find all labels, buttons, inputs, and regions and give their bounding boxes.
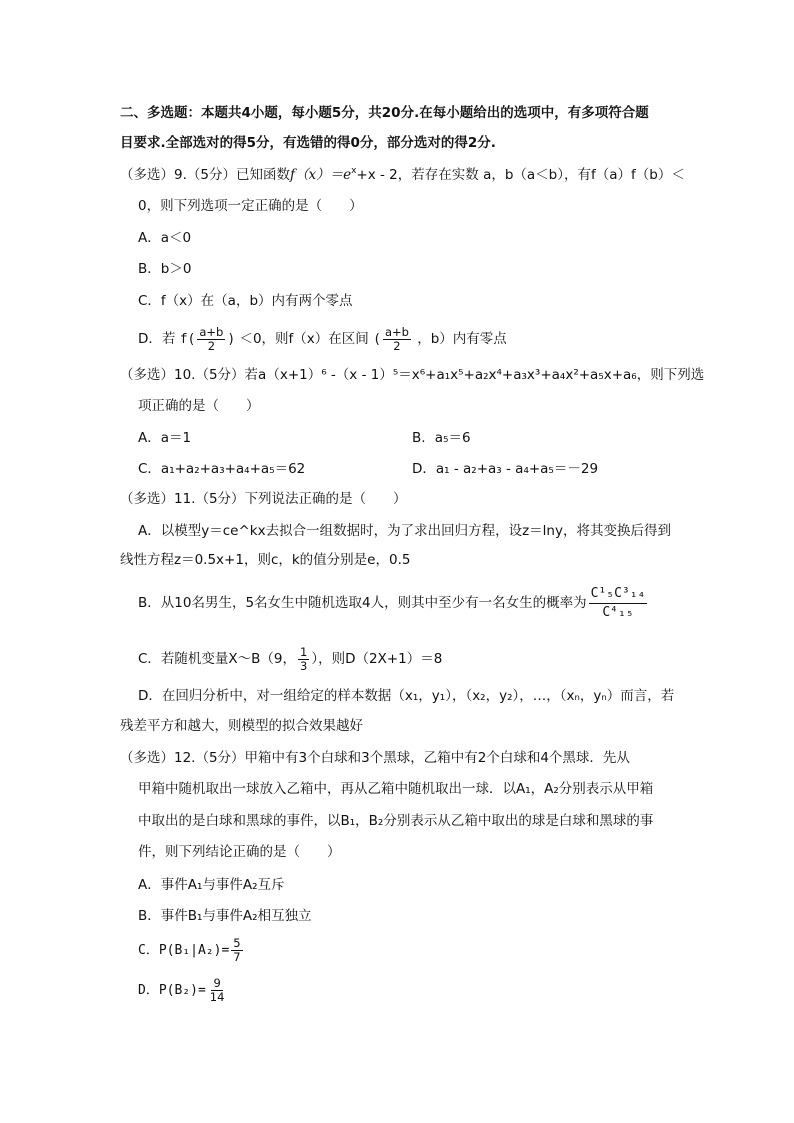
frac-numerator: C¹₅C³₁₄ [589, 585, 648, 604]
q9-option-d-pre: D．若 [138, 331, 176, 347]
q9-option-a: A．a＜0 [138, 230, 192, 246]
q9-option-d-frac1 [197, 326, 225, 353]
q11-option-a-line2: 线性方程z＝0.5x+1，则c，k的值分别是e，0.5 [120, 552, 411, 568]
q9-option-c: C．f（x）在（a，b）内有两个零点 [138, 293, 353, 309]
frac-numerator: 9 [213, 975, 221, 990]
frac-denominator: 2 [207, 338, 216, 353]
q9-option-d: D．若 f( $\frac{a+b}{2}$ ) ＜0，则f（x）在区间 ( $\frac{a+b}{2}$ ，b）内有零点 [138, 324, 507, 353]
frac-numerator: 5 [233, 935, 241, 950]
q9-exp: x [351, 166, 357, 176]
q10-stem-line1: （多选）10.（5分）若a（x+1）⁶ -（x - 1）⁵＝x⁶+a₁x⁵+a₂x⁴+a₃x³+a₄x²+a₅x+a₆，则下列选 [120, 367, 705, 383]
q11-option-c [138, 642, 442, 676]
q9-func: f（x）＝e [289, 167, 352, 183]
q9-option-d-frac2 [383, 326, 411, 353]
q12-option-b: B．事件B₁与事件A₂相互独立 [138, 908, 312, 924]
q9-option-d-tail: ，b）内有零点 [417, 331, 507, 347]
frac-numerator: a+b [384, 324, 409, 339]
q9-stem-line1 [120, 165, 685, 185]
q10-stem-line2: 项正确的是（ ） [138, 398, 260, 414]
frac-numerator: a+b [199, 324, 224, 339]
q9-func-tail: +x - 2，若存在实数 [356, 167, 479, 183]
q10-option-c: C．a₁+a₂+a₃+a₄+a₅＝62 [138, 461, 306, 477]
q11-option-c-frac [298, 646, 309, 673]
q11-option-d-line1: D．在回归分析中，对一组给定的样本数据（x₁，y₁），（x₂，y₂），…，（xₙ，yₙ）而言，若 [138, 688, 675, 704]
section-header-line1: 二、多选题：本题共4小题，每小题5分，共20分.在每小题给出的选项中，有多项符合题 [120, 105, 649, 121]
q12-option-c-pre: C．P(B₁|A₂)= [138, 943, 230, 958]
q9-option-d-mid: ＜0，则f（x）在区间 [239, 331, 369, 347]
q12-option-c-frac [231, 937, 242, 964]
q12-stem-line2: 甲箱中随机取出一球放入乙箱中，再从乙箱中随机取出一球．以A₁，A₂分别表示从甲箱 [138, 781, 654, 797]
q11-option-d-line2: 残差平方和越大，则模型的拟合效果越好 [120, 718, 363, 734]
q12-option-d-pre: D．P(B₂)= [138, 983, 206, 998]
q10-option-d: D．a₁ - a₂+a₃ - a₄+a₅＝－29 [412, 461, 599, 477]
q11-option-c-pre: C．若随机变量X～B（9， [138, 651, 297, 667]
q11-stem: （多选）11.（5分）下列说法正确的是（ ） [120, 491, 407, 507]
q11-option-b-text: B．从10名男生，5名女生中随机选取4人，则其中至少有一名女生的概率为 [138, 595, 587, 611]
q11-option-a-line1: A．以模型y＝ce^kx去拟合一组数据时，为了求出回归方程，设z＝lny，将其变换后得到 [138, 523, 671, 539]
q12-option-a: A．事件A₁与事件A₂互斥 [138, 877, 285, 893]
q10-option-a: A．a＝1 [138, 430, 192, 446]
q9-stem-line2: 0，则下列选项一定正确的是（ ） [138, 198, 363, 214]
frac-numerator: 1 [300, 644, 308, 659]
q9-prefix: （多选）9.（5分）已知函数 [120, 167, 290, 183]
q9-option-d-f: f [179, 332, 188, 347]
q12-option-c [138, 932, 245, 968]
q10-option-b: B．a₅＝6 [412, 430, 471, 446]
frac-denominator: 7 [233, 949, 241, 964]
q11-option-b [138, 583, 647, 623]
section-header-line2: 目要求.全部选对的得5分，有选错的得0分，部分选对的得2分. [120, 135, 496, 151]
frac-denominator: 14 [209, 989, 225, 1004]
q9-option-b: B．b＞0 [138, 261, 192, 277]
q12-option-d-frac [208, 977, 227, 1004]
q12-stem-line4: 件，则下列结论正确的是（ ） [138, 844, 341, 860]
q9-cond: a，b（a＜b），有f（a）f（b）＜ [483, 167, 685, 183]
q11-option-c-tail: ），则D（2X+1）＝8 [311, 651, 443, 667]
frac-denominator: 2 [393, 338, 401, 353]
q12-stem-line1: （多选）12.（5分）甲箱中有3个白球和3个黑球，乙箱中有2个白球和4个黑球．先从 [120, 750, 630, 766]
frac-denominator: 3 [300, 658, 308, 673]
q12-stem-line3: 中取出的是白球和黑球的事件，以B₁，B₂分别表示从乙箱中取出的球是白球和黑球的事 [138, 813, 654, 829]
q12-option-d [138, 972, 228, 1008]
frac-denominator: C⁴₁₅ [602, 604, 634, 620]
q11-option-b-frac [589, 585, 648, 622]
